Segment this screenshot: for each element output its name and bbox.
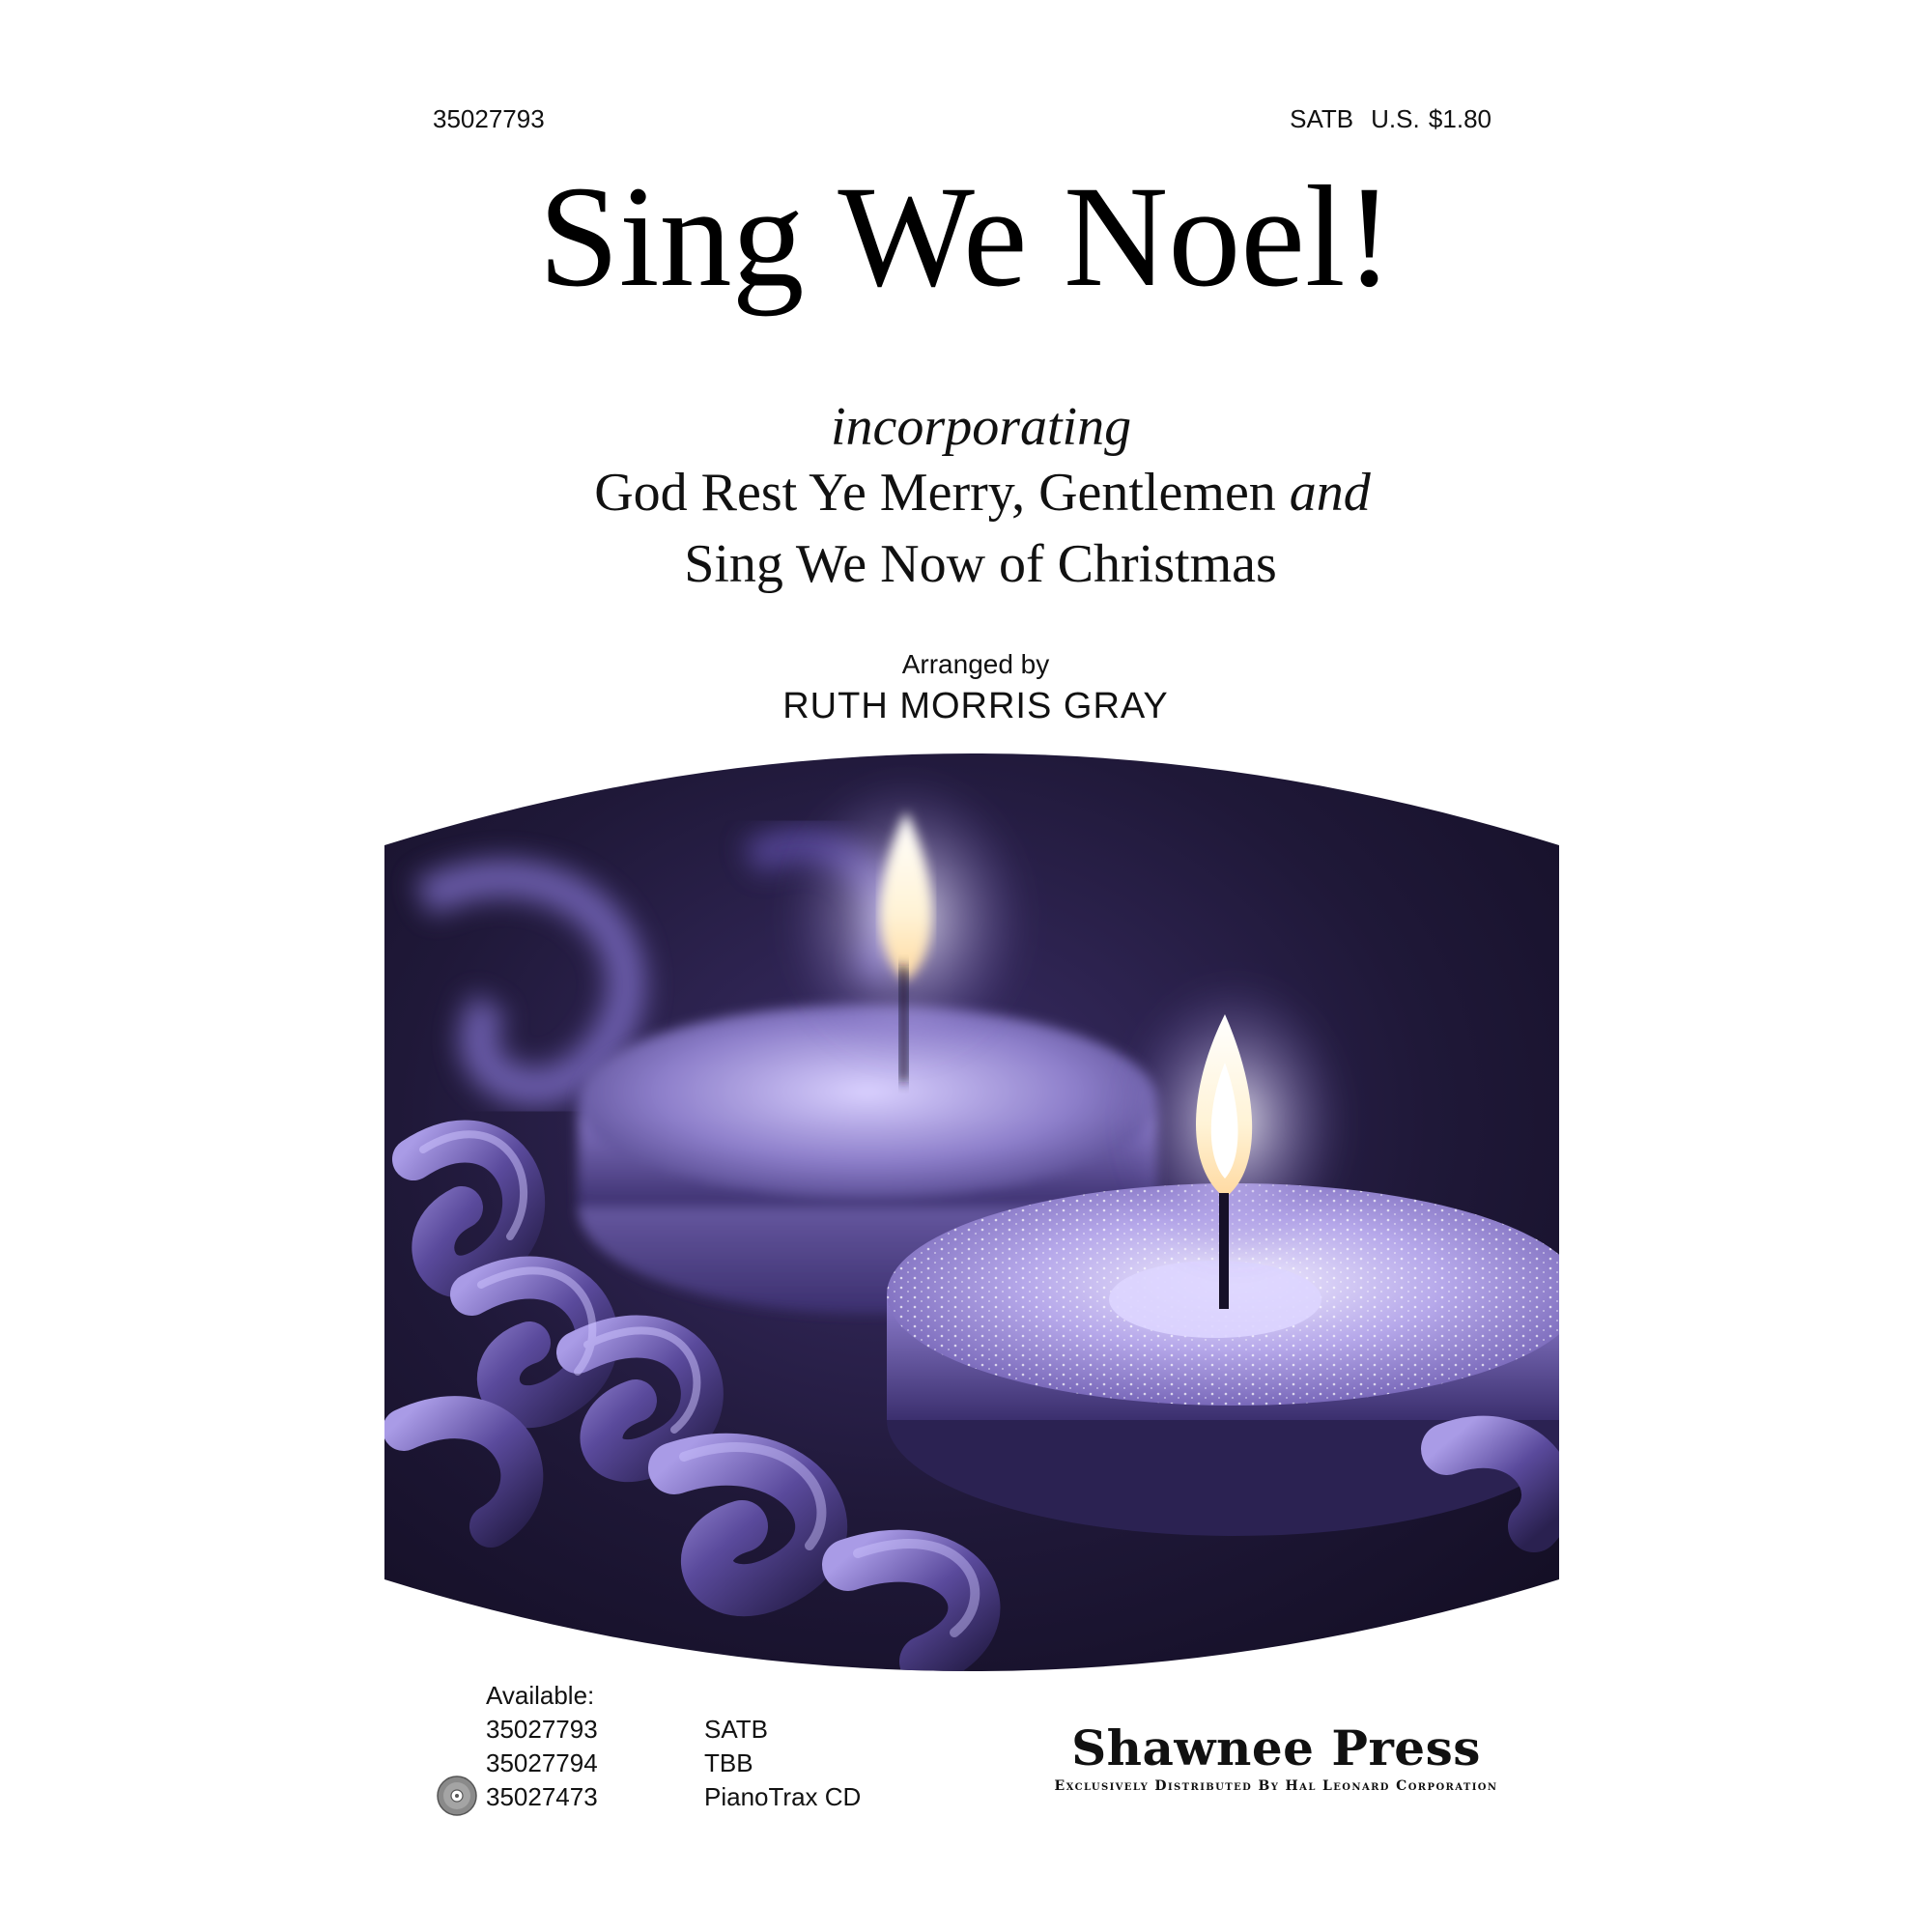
list-item — [486, 1782, 861, 1812]
price: U.S. $1.80 — [1371, 104, 1492, 133]
voicing-price — [1290, 104, 1492, 134]
arranger-name: RUTH MORRIS GRAY — [782, 686, 1169, 726]
cd-icon — [437, 1776, 477, 1816]
incorporating-label: incorporating — [831, 397, 1132, 457]
item-edition: SATB — [704, 1715, 768, 1744]
subtitle-connector: and — [1289, 463, 1371, 523]
arranged-by-label: Arranged by — [901, 649, 1050, 679]
publisher-block — [991, 1719, 1561, 1794]
list-item — [486, 1748, 753, 1778]
voicing: SATB — [1290, 104, 1354, 133]
available-label: Available: — [486, 1681, 595, 1710]
page-title: Sing We Noel! — [538, 156, 1394, 317]
item-code: 35027473 — [486, 1782, 598, 1811]
item-code: 35027793 — [486, 1715, 598, 1744]
item-code: 35027794 — [486, 1748, 598, 1777]
subtitle-song-2: Sing We Now of Christmas — [684, 534, 1277, 594]
subtitle-song-1 — [0, 462, 1932, 524]
publisher-logo: Shawnee Press — [1071, 1719, 1481, 1776]
list-item — [486, 1715, 768, 1745]
item-edition: PianoTrax CD — [704, 1782, 862, 1811]
item-edition: TBB — [704, 1748, 753, 1777]
distributor-line: Exclusively Distributed By Hal Leonard Corporation — [1054, 1778, 1498, 1794]
catalog-number: 35027793 — [433, 104, 545, 133]
cover-image — [384, 753, 1559, 1671]
song-1-title: God Rest Ye Merry, Gentlemen — [594, 463, 1276, 523]
